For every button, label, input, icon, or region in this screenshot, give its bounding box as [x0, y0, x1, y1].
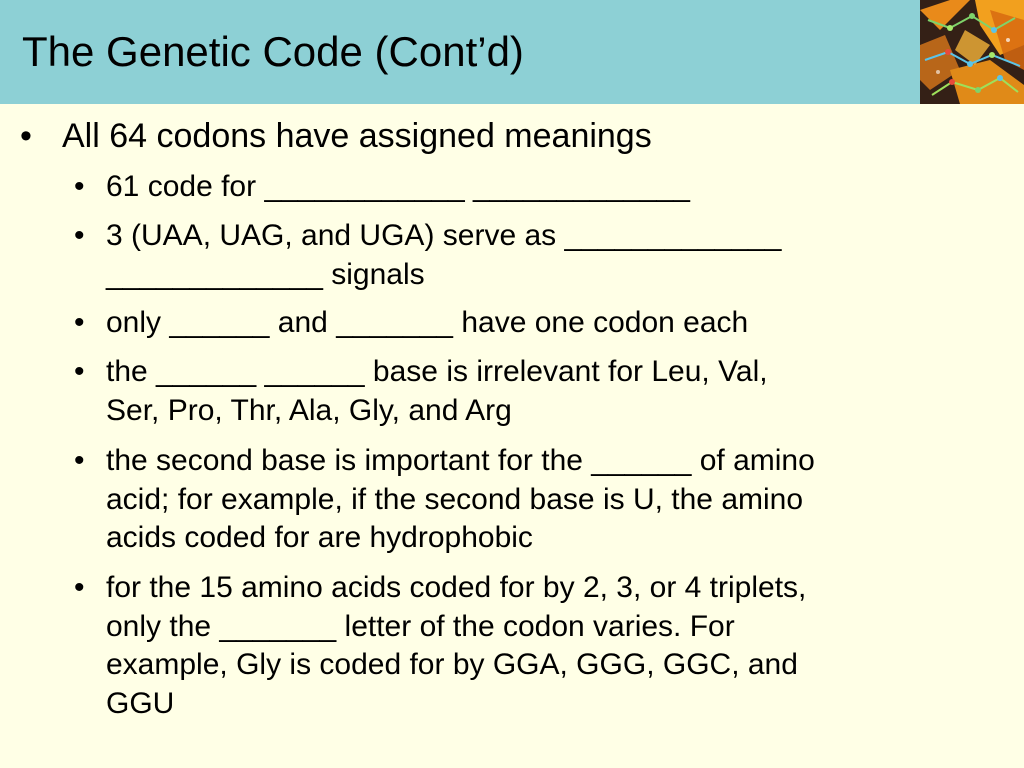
bullet-icon: • [20, 117, 32, 155]
sub-bullet-text [106, 304, 996, 343]
bullet-icon: • [74, 306, 85, 339]
text-line: 3 (UAA, UAG, and UGA) serve as _____________ [106, 219, 782, 252]
text-line: for the 15 amino acids coded for by 2, 3, or 4 triplets, [106, 571, 807, 604]
main-bullet-text: All 64 codons have assigned meanings [62, 117, 652, 155]
text-line: the ______ ______ base is irrelevant for Leu, Val, [106, 355, 768, 388]
text-line: only ______ and _______ have one codon each [106, 306, 749, 339]
text-line: acids coded for are hydrophobic [106, 521, 533, 554]
text-line: acid; for example, if the second base is U, the amino [106, 482, 804, 516]
text-line: example, Gly is coded for by GGA, GGG, GGC, and [106, 648, 798, 681]
bullet-icon: • [74, 219, 85, 252]
text-line: only the _______ letter of the codon varies. For [106, 609, 735, 643]
title-bar [0, 0, 1024, 104]
text-line: Ser, Pro, Thr, Ala, Gly, and Arg [106, 393, 512, 427]
sub-bullet-text [106, 442, 996, 558]
sub-bullet-text [106, 353, 996, 430]
sub-bullet-text [106, 569, 996, 723]
bullet-icon: • [74, 170, 85, 203]
text-line: _____________ signals [106, 257, 425, 291]
molecular-structure-icon [920, 0, 1024, 104]
bullet-icon: • [74, 571, 85, 604]
bullet-icon: • [74, 444, 85, 477]
slide-title: The Genetic Code (Cont’d) [22, 28, 524, 75]
molecular-structure-image [920, 0, 1024, 104]
sub-bullet-text [106, 217, 996, 294]
text-line: the second base is important for the ______ of amino [106, 444, 815, 477]
text-line: GGU [106, 686, 175, 720]
bullet-icon: • [74, 355, 85, 388]
sub-bullet-text [106, 168, 996, 207]
text-line: 61 code for ____________ _____________ [106, 170, 690, 203]
